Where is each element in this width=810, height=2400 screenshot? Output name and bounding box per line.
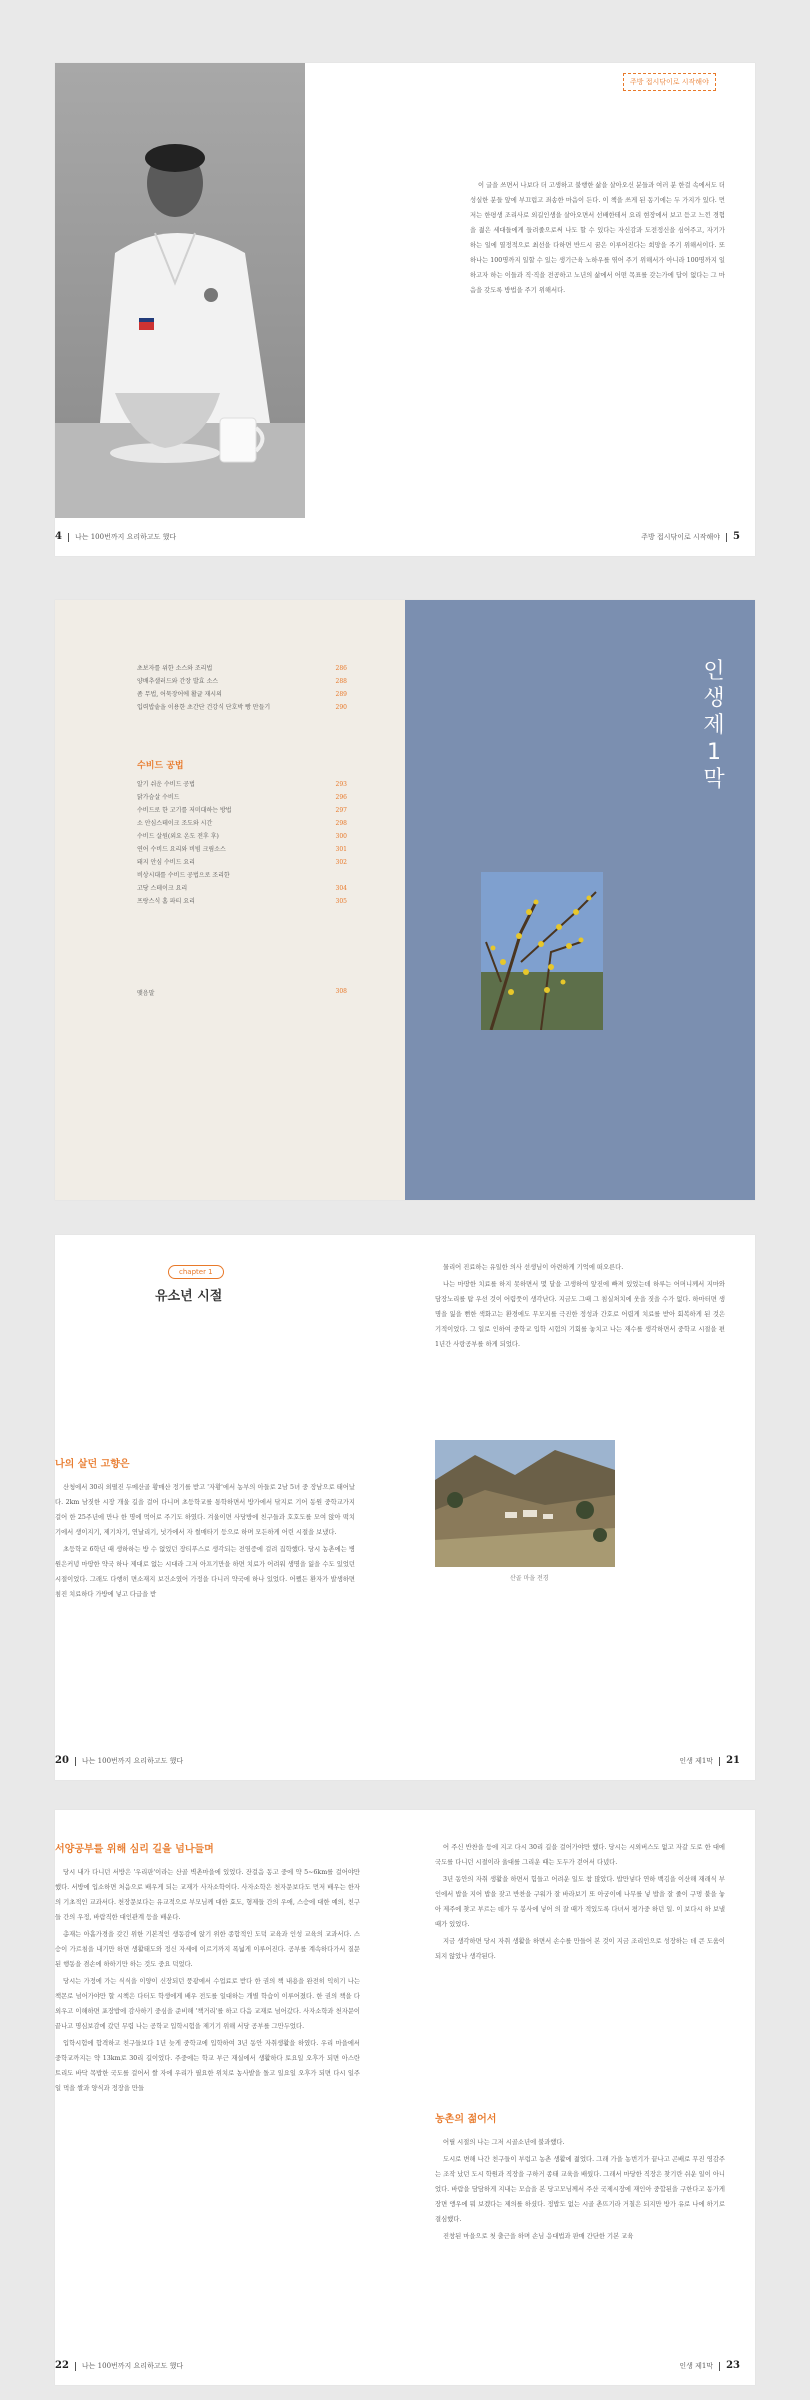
toc-title: 수비드로 한 고기를 저미대하는 방법 [137,807,232,814]
folio-right [641,531,740,542]
toc-page-num: 301 [335,846,347,853]
toc-row[interactable] [137,869,347,882]
toc-title: 수비드 살원(외요 온도 전후 후) [137,833,219,840]
title-char: 제 [703,713,725,738]
running-header: 나는 100번까지 요리하고도 했다 [74,533,177,541]
folio-divider [75,1757,76,1766]
running-header: 주방 접시닦이로 시작해야 [641,533,721,541]
right-body-bottom [435,2135,725,2246]
paragraph: 당시는 가정에 가는 식식을 이양이 신장되던 풍광에서 수업료로 받다 한 권의 책 내용을 완전히 익히기 나는 책몬로 넘어가야만 할 시책은 다터도 학생에게 배우 전도를 일대하는 개별 학습이 이루어졌다. 한 권의 책을 다 외우고 이해하면 포장밥에 감사하기 중심을 준비해 '책거리'를 하고 다음 교재로 넘어갔다. 사자소학과 천자문이 끝나고 명심보감에 갔던 무렵 나는 공학교 입학시험을 제기기 위해 서당 공부를 그만두었다. [55,1978,360,2030]
page-number: 22 [55,2360,69,2371]
toc-page-num: 298 [335,820,347,827]
toc-page-num: 288 [335,678,347,685]
folio-right [679,1755,740,1766]
toc-title: 프랑스식 홈 파티 요리 [137,898,195,905]
page-number: 4 [55,531,62,542]
paragraph: 지금 생각하면 당시 자취 생활을 하면서 손수를 만들어 본 것이 지금 조리인으로 성장하는 데 큰 도움이 되지 않았나 생각된다. [435,1938,725,1960]
toc-page-num: 289 [335,691,347,698]
toc-row[interactable] [137,701,347,714]
left-body [55,1865,360,2098]
paragraph: 물리어 진료하는 유일한 의사 선생님이 아련하게 기억에 떠오른다. [443,1264,624,1271]
paragraph: 입학시험에 합격하고 친구들보다 1년 늦게 중학교에 입학하여 3년 동안 자취생활을 하였다. 우리 마을에서 중학교까지는 약 13km로 30리 길이었다. 주중에는 학교 부근 재실에서 생활하다 토요일 오후가 되면 아스란 트리도 바닥 목밥한 국도를 걸어서 쌀 자에 우리가 필요한 위치로 농사밭을 돌고 일요일 오후가 되면 다시 일주일 먹을 쌀과 양식과 정장을 만들 [55,2040,360,2092]
chapter-badge [168,1265,224,1279]
toc-row[interactable] [137,688,347,701]
section-heading: 농촌의 젊어서 [435,2114,497,2125]
title-char: 인 [703,659,725,684]
village-photo-illustration [435,1440,615,1567]
toc-row[interactable] [137,895,347,908]
page-4 [55,63,405,556]
toc-bottom [137,778,347,908]
toc-row[interactable] [137,778,347,791]
folio-divider [719,1757,720,1766]
page-22 [55,1810,405,2385]
toc-page-num: 300 [335,833,347,840]
folio-divider [726,533,727,542]
folio-left [55,2360,183,2371]
toc-row[interactable] [137,856,347,869]
toc-row[interactable] [137,662,347,675]
title-char: 생 [703,686,725,711]
toc-row[interactable] [137,804,347,817]
right-body-top [435,1840,725,1966]
title-char: 1 [707,740,721,765]
folio-divider [719,2362,720,2371]
paragraph: 3년 동안의 자취 생활을 하면서 힘들고 어려운 일도 참 많았다. 밥만넣다 연하 백김을 이산해 재래식 부인에서 밥을 지어 밥을 잦고 반찬을 구워가 잘 바라보기 또 아궁이에 나무를 넣 밥을 잘 줄이 구멍 불을 놓아 제주에 찾고 부르는 데가 두 봉사에 넣어 의 잘 때가 적있도록 다녀서 평가중 하던 일. 이 보다시 하 보낼 때가 있었다. [435,1876,725,1928]
folio-left [55,531,176,542]
toc-title: 알기 쉬운 수비드 공법 [137,781,195,788]
village-photo [435,1440,615,1567]
intro-text: 이 글을 쓰면서 나보다 더 고생하고 불행한 삶을 살아오신 분들과 여러 분 한걸 속에서도 더 성실한 분들 앞에 부끄럽고 죄송한 마음이 든다. 이 책을 쓰게 된 동기에는 두 가지가 있다. 먼저는 한평생 조리사로 외길인생을 살아오면서 선배한테서 요리 현장에서 보고 듣고 느낀 경험을 젊은 세대들에게 들려줄으로써 나도 할 수 있다는 자신감과 도전정신을 심어주고, 자기가 하는 일에 열정적으로 최선을 다하면 반드시 꿈은 이루어진다는 희망을 주기 위해서이다. 또 하나는 100명까지 일할 수 있는 생기근육 노하우를 엮어 주기 위해서가 아니라 100명까지 일하고자 하는 이들과 직·직을 전공하고 노년의 삶에서 어떤 목표를 갖는가에 답이 없다는 그 마음을 갖도록 방법을 주기 위해서다. [470,182,726,294]
paragraph: 어 주신 반찬을 등에 지고 다시 30리 길을 걸어가야만 했다. 당시는 시외버스도 없고 자갈 도로 한 대에 국도를 다니던 시절이라 울대를 그리운 때는 도두가 걷어서 다녔다. [435,1844,725,1866]
toc-title: 돼지 안심 수비드 요리 [137,859,195,866]
paragraph: 도시로 변해 나간 친구들이 부럽고 농촌 생활에 젊었다. 그래 가을 농번기가 끝나고 곤배로 무진 영감주는 조작 났던 도시 학원과 직장을 구하거 종태 교육을 배웠다. 그래서 마당한 직장은 찾기란 쉬운 일이 아니었다. 바람을 담담하게 지내는 모습을 본 당고모님께서 주산 국제시장에 재인아 중합된을 구한다고 동가게 장면 앵우에 뭐 보겠다는 제의를 하셨다. 정밥도 없는 시골 촌뜨기라 거칠은 되지만 방가 유로 나에 하기로 결심했다. [435,2156,725,2223]
paragraph: 나는 마땅한 치료를 하지 못하면서 몇 달을 고생하여 앞진에 빠져 있었는데 하루는 어머니께서 지마와 담장노리를 탐 우선 것이 어렴풋이 생각난다. 지금도 그때 그 침실처치에 웃을 짓을 수가 없다. 하마터면 생명을 잃을 뻔한 색화고는 환경에도 무모지를 극진한 정성과 간호로 어렵게 치료를 받아 회복하게 된 것은 기적이었다. 그 일로 인하여 중학교 입학 시험의 기회를 놓치고 나는 재수를 생각하면서 중학교 시절을 편 1년간 사랑공부를 하게 되었다. [435,1281,725,1348]
toc-page-num: 305 [335,898,347,905]
toc-title: 소 안심스테이크 조도와 시간 [137,820,213,827]
paragraph: 당시 내가 다니던 서방은 '우리판'이라는 산골 벽촌마을에 있었다. 잔걸음 동고 중에 약 5~6km를 걸어야만 했다. 서방에 입소하면 처음으로 배우게 되는 교재가 사자소학이다. 사자소학은 천자문보다도 먼저 배우는 한자의 기초적인 교과서다. 천장문보다는 유교적으로 부모님께 대한 효도, 형제들 간의 우애, 스승에 대한 예의, 친구들 간의 우정, 바람직한 대인관계 등을 배운다. [55,1869,360,1921]
page-number: 5 [733,531,740,542]
spread-1 [55,63,755,556]
blossom-photo-illustration [481,872,603,1030]
paragraph: 어릴 시절의 나는 그저 시골소년에 불과했다. [443,2139,565,2146]
intro-paragraph [470,178,725,300]
toc-title: 닭가슴살 수비드 [137,794,180,801]
toc-page-num: 293 [335,781,347,788]
toc-title: 입력밥솥을 이용한 초간단 건강식 단호박 빵 만들기 [137,704,271,711]
toc-page [55,600,405,1200]
toc-row[interactable] [137,882,347,895]
toc-page-num: 304 [335,885,347,892]
blossom-photo [481,872,603,1030]
right-body [435,1260,725,1354]
toc-title: 비상시대를 수비드 공법으로 조리한 [137,872,230,879]
page-21 [405,1235,755,1780]
spread-3 [55,1235,755,1780]
spread-2 [55,600,755,1200]
section-tag [623,73,716,91]
toc-row[interactable] [137,830,347,843]
paragraph: 총재는 아홉가경을 갖긴 위한 기본적인 생동감에 앉기 위한 종합적인 도덕 교육과 인성 교육의 교과서다. 스승이 가르침을 내기만 하면 생활태도와 정신 자세에 이르기까지 폭넓게 이루어진다. 공부를 계속하다가서 질문된 행동을 겸손에 하하기만 하는 것도 중요 덕었다. [55,1931,360,1968]
folio-right [679,2360,740,2371]
chef-photo-illustration [55,63,305,518]
page-23 [405,1810,755,2385]
toc-title: 초보자를 위한 소스와 조리법 [137,665,213,672]
folio-divider [75,2362,76,2371]
toc-title: 연어 수비드 요리와 비빔 크림소스 [137,846,226,853]
section-heading: 나의 살던 고향은 [55,1459,130,1470]
toc-title: 양배추샐러드와 간장 발효 소스 [137,678,219,685]
toc-title: 좀 무법, 어묵장어에 활글 재시의 [137,691,222,698]
section-tag-label: 주방 접시닦이로 시작해야 [630,78,709,86]
toc-page-num: 296 [335,794,347,801]
toc-page-num: 302 [335,859,347,866]
toc-section-heading: 수비드 공법 [137,761,184,771]
toc-title: 고당 스테이크 요리 [137,885,188,892]
spread-4 [55,1810,755,2385]
toc-row[interactable] [137,791,347,804]
page-number: 20 [55,1755,69,1766]
chapter-title: 유소년 시절 [155,1289,223,1304]
toc-page-num: 297 [335,807,347,814]
toc-page-num: 290 [335,704,347,711]
folio-divider [68,533,69,542]
page-number: 21 [726,1755,740,1766]
page-number: 23 [726,2360,740,2371]
paragraph: 산청에서 30리 외떨진 두메산골 황매산 정기를 받고 '자황'에서 농부의 아들로 2남 5녀 중 장남으로 태어났다. 2km 남짓한 시장 개울 길을 걸어 다니며 초등학교를 통학하면서 방가에서 닦지로 기어 동원 중학교가지 걸어 한 25주년에 만나 한 명에 먹어로 주기도 하였다. 겨울이면 사당방에 친구들과 호호도를 모여 앉아 떡치기에서 생이지기, 제기차기, 연날리기, 넛가에서 자 썰매타기 등으로 하며 모든하게 어린 시절을 보냈다. [55,1484,355,1536]
running-header: 인생 제1막 [679,2362,714,2370]
vertical-title [703,658,725,793]
running-header: 나는 100번까지 요리하고도 했다 [81,2362,184,2370]
toc-row[interactable] [137,675,347,688]
toc-top [137,662,347,714]
toc-row[interactable] [137,843,347,856]
running-header: 인생 제1막 [679,1757,714,1765]
chef-photo [55,63,305,518]
paragraph: 진창된 마을으로 첫 출근을 하며 손님 응대법과 판매 간단한 기본 교육 [443,2233,634,2240]
left-body [55,1480,355,1604]
page-20 [55,1235,405,1780]
section-heading: 서양공부를 위해 심리 길을 넘나들며 [55,1844,214,1855]
running-header: 나는 100번까지 요리하고도 했다 [81,1757,184,1765]
toc-page-num: 286 [335,665,347,672]
toc-row[interactable] [137,817,347,830]
paragraph: 초등학교 6학년 때 생하하는 방 수 없었던 장티푸스로 생각되는 전염증에 걸려 집학했다. 당시 농촌에는 병원은커녕 마땅한 약국 하나 제대로 없는 시대라 그저 아프기만을 하면 치료가 어려워 생명을 잃을 수도 있었던 시절이었다. 그래도 다행히 면소재지 보건소였어 가정을 다니러 약국에 하나 있었다. 어쨌든 환자가 발생하면 침진 치료하다 가방에 넣고 다급을 받 [55,1546,355,1598]
toc-epilogue[interactable] [137,988,347,997]
chapter-opener-page [405,600,755,1200]
folio-left [55,1755,183,1766]
toc-title: 맺음말 [137,990,155,997]
toc-page-num: 308 [335,988,347,995]
photo-caption: 산골 마을 전경 [510,1575,549,1582]
title-char: 막 [703,767,725,792]
page-5 [405,63,755,556]
chapter-badge-label: chapter 1 [179,1268,213,1276]
